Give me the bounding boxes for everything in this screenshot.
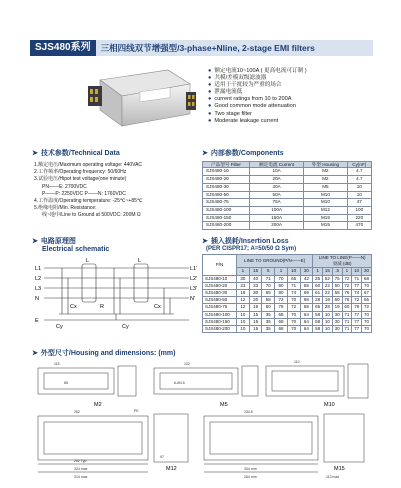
table-cell: 50 bbox=[332, 282, 342, 289]
table-cell: 60 bbox=[332, 297, 342, 304]
table-cell: 18 bbox=[237, 290, 250, 297]
frequency-header: 15 bbox=[323, 268, 333, 275]
table-cell: 72 bbox=[352, 297, 362, 304]
table-cell: 64 bbox=[300, 326, 313, 333]
table-cell: 10 bbox=[347, 183, 371, 191]
table-cell: 70 bbox=[362, 311, 372, 318]
table-cell: 77 bbox=[352, 318, 362, 325]
table-cell: SJS480-50 bbox=[203, 297, 237, 304]
frequency-header: 15 bbox=[249, 268, 262, 275]
table-cell: 15 bbox=[249, 318, 262, 325]
product-photo bbox=[82, 62, 198, 138]
table-cell: 10 bbox=[237, 318, 250, 325]
schematic-label: R bbox=[100, 304, 104, 310]
table-cell: 64 bbox=[300, 311, 313, 318]
table-cell: 30 bbox=[249, 290, 262, 297]
table-cell: 35 bbox=[262, 311, 275, 318]
dimension-mark: 264 mm bbox=[244, 475, 257, 479]
table-cell: M10 bbox=[304, 191, 347, 199]
table-cell: 68 bbox=[362, 275, 372, 282]
table-row bbox=[203, 199, 372, 207]
arrow-icon: ➤ bbox=[32, 238, 38, 245]
table-cell: 61 bbox=[313, 290, 323, 297]
table-cell: 25 bbox=[313, 275, 323, 282]
table-cell: 10 bbox=[323, 311, 333, 318]
dimension-mark: 102 bbox=[184, 362, 190, 366]
schematic-label: Cy bbox=[122, 324, 129, 330]
table-cell: 68 bbox=[300, 304, 313, 311]
datasheet-page bbox=[30, 40, 373, 482]
table-cell: 77 bbox=[352, 311, 362, 318]
dimension-mark: 110 bbox=[294, 360, 300, 364]
table-cell: M2 bbox=[304, 176, 347, 184]
schematic-label: Cx bbox=[70, 304, 77, 310]
dimension-mark: 6-Ø4.5 bbox=[174, 381, 185, 385]
table-cell: 68 bbox=[275, 311, 288, 318]
table-cell: 72 bbox=[342, 275, 352, 282]
table-cell: 78 bbox=[352, 304, 362, 311]
tech-line: 1.额定电压/Maximum operating voltage: 440VAC bbox=[34, 162, 143, 168]
table-cell: 33 bbox=[249, 282, 262, 289]
table-cell: 72 bbox=[362, 304, 372, 311]
feature-item: ● Moderate leakage current bbox=[208, 117, 279, 124]
table-cell: 52 bbox=[323, 275, 333, 282]
table-cell: 28 bbox=[323, 304, 333, 311]
table-row bbox=[203, 326, 372, 333]
schematic-heading: ➤ 电路原理图 bbox=[32, 238, 76, 245]
table-cell: 69 bbox=[300, 290, 313, 297]
schematic-label: Cx bbox=[154, 304, 161, 310]
feature-item: ● current ratings from 10 to 200A bbox=[208, 96, 292, 103]
table-row bbox=[203, 318, 372, 325]
table-cell: 15 bbox=[249, 311, 262, 318]
column-header: P/N bbox=[203, 255, 237, 276]
table-cell: 78 bbox=[342, 297, 352, 304]
table-cell: 70 bbox=[362, 282, 372, 289]
insertion-loss-table bbox=[202, 254, 372, 333]
table-cell: 30 bbox=[332, 326, 342, 333]
table-cell: 10 bbox=[237, 311, 250, 318]
table-cell: 71 bbox=[287, 282, 300, 289]
table-cell: 68 bbox=[300, 297, 313, 304]
table-cell: 74 bbox=[287, 290, 300, 297]
table-cell: 70 bbox=[287, 297, 300, 304]
schematic-label: L bbox=[86, 258, 90, 264]
dimension-mark: 85 bbox=[64, 381, 68, 385]
frequency-header: 30 bbox=[362, 268, 372, 275]
table-cell: 19 bbox=[332, 304, 342, 311]
schematic-label: L1 bbox=[35, 266, 42, 272]
feature-list bbox=[208, 68, 370, 125]
table-cell: SJS480-10 bbox=[203, 275, 237, 282]
table-cell: 10A bbox=[249, 168, 303, 176]
arrow-icon: ➤ bbox=[32, 350, 38, 357]
arrow-icon: ➤ bbox=[202, 150, 208, 157]
table-cell: 30 bbox=[332, 318, 342, 325]
table-cell: 15 bbox=[249, 326, 262, 333]
table-cell: 70 bbox=[287, 318, 300, 325]
column-header: Cy(nF) bbox=[347, 162, 371, 168]
table-cell: 70 bbox=[287, 311, 300, 318]
dimension-mark: 97 bbox=[160, 455, 164, 459]
table-row bbox=[203, 304, 372, 311]
frequency-header: .5 bbox=[332, 268, 342, 275]
table-cell: M12 bbox=[304, 206, 347, 214]
components-table bbox=[202, 161, 372, 230]
table-cell: 60 bbox=[342, 304, 352, 311]
schematic-label: N' bbox=[190, 296, 196, 302]
housing-label: M2 bbox=[94, 402, 102, 408]
housing-label: M5 bbox=[220, 402, 228, 408]
table-cell: 470 bbox=[347, 222, 371, 230]
table-row bbox=[203, 275, 372, 282]
table-cell: 68 bbox=[275, 326, 288, 333]
table-cell: 22 bbox=[323, 282, 333, 289]
series-title: SJS480系列 bbox=[30, 40, 96, 56]
tech-line: 线~地中/Line to Ground at 500VDC: 200M Ω bbox=[42, 212, 141, 219]
schematic-label: L1' bbox=[190, 266, 198, 272]
table-cell: 58 bbox=[313, 318, 323, 325]
frequency-header: 1 bbox=[275, 268, 288, 275]
table-cell: SJS480-30 bbox=[203, 183, 250, 191]
dimension-mark: 262 bbox=[74, 410, 80, 414]
table-cell: 220 bbox=[347, 214, 371, 222]
table-cell: SJS480-50 bbox=[203, 191, 250, 199]
dimension-mark: 314 max bbox=[74, 475, 88, 479]
frequency-header: 30 bbox=[300, 268, 313, 275]
table-cell: 35 bbox=[262, 326, 275, 333]
table-cell: 65 bbox=[262, 290, 275, 297]
feature-item: ● 泄漏电流低 bbox=[208, 89, 243, 96]
frequency-header: 10 bbox=[352, 268, 362, 275]
table-cell: 70 bbox=[362, 326, 372, 333]
table-cell: 35 bbox=[262, 318, 275, 325]
table-row bbox=[203, 214, 372, 222]
table-cell: 4.7 bbox=[347, 176, 371, 184]
table-cell: 70 bbox=[262, 282, 275, 289]
table-cell: SJS480-75 bbox=[203, 199, 250, 207]
table-cell: 20A bbox=[249, 176, 303, 184]
table-cell: 71 bbox=[262, 275, 275, 282]
column-header: 外型 Housing bbox=[304, 162, 347, 168]
table-row bbox=[203, 206, 372, 214]
table-cell: 28 bbox=[313, 297, 323, 304]
table-cell: 60 bbox=[313, 282, 323, 289]
feature-item: ● 适用于干扰较为严重的场合 bbox=[208, 82, 282, 89]
table-cell: 77 bbox=[352, 282, 362, 289]
table-row bbox=[203, 176, 372, 184]
feature-item: ● 额定电流10~100A ( 更高电流可订制 ) bbox=[208, 68, 307, 74]
table-cell: SJS480-100 bbox=[203, 311, 237, 318]
table-cell: 200A bbox=[249, 222, 303, 230]
table-header-row bbox=[203, 255, 372, 268]
tech-line: 5.绝缘电阻/Min. Resistance: bbox=[34, 205, 97, 212]
frequency-header: 10 bbox=[287, 268, 300, 275]
schematic-label: Cy bbox=[56, 324, 63, 330]
table-cell: 23 bbox=[237, 282, 250, 289]
table-cell: 19 bbox=[323, 297, 333, 304]
table-cell: 58 bbox=[313, 311, 323, 318]
table-cell: 30A bbox=[249, 183, 303, 191]
table-cell: 77 bbox=[352, 326, 362, 333]
table-cell: 68 bbox=[275, 318, 288, 325]
dimension-mark: 262 Typ. bbox=[74, 459, 88, 463]
tech-line: 3.试验电压/Hipot test voltage(one minute) bbox=[34, 176, 127, 183]
schematic-subheading: Electrical schematic bbox=[42, 246, 110, 253]
column-header: LINE TO GROUND(P/N——E) bbox=[237, 255, 313, 268]
frequency-header: 1 bbox=[313, 268, 323, 275]
dimension-mark: 324 max bbox=[74, 467, 88, 471]
tech-line: 4.工作温度/Operating temperature: -25℃~+85℃ bbox=[34, 198, 143, 205]
technical-heading: ➤ 技术参数/Technical Data bbox=[32, 150, 120, 157]
tech-line: PN——E: 2700VDC bbox=[42, 183, 87, 190]
tech-line: P——P: 2250VDC P——N: 1760VDC bbox=[42, 190, 126, 197]
table-cell: 71 bbox=[342, 318, 352, 325]
feature-item: ● Good common mode attenuation bbox=[208, 103, 296, 110]
insertion-subheading: (PER CISPR17; A=50/50 Ω Sym) bbox=[206, 246, 297, 252]
column-header: 额定电流 Current bbox=[249, 162, 303, 168]
table-cell: M15 bbox=[304, 214, 347, 222]
column-header: LINE TO LINE(P——N) 衰减 (dB) bbox=[313, 255, 372, 268]
table-cell: 64 bbox=[300, 318, 313, 325]
dimension-mark: 234.5 bbox=[244, 410, 253, 414]
table-cell: 74 bbox=[352, 290, 362, 297]
table-cell: 67 bbox=[362, 290, 372, 297]
arrow-icon: ➤ bbox=[202, 238, 208, 245]
table-cell: 70 bbox=[287, 326, 300, 333]
table-row bbox=[203, 297, 372, 304]
table-cell: SJS480-20 bbox=[203, 282, 237, 289]
table-cell: 80 bbox=[275, 282, 288, 289]
table-cell: 22 bbox=[323, 290, 333, 297]
series-description: 三相四线双节增强型/3-phase+Nline, 2-stage EMI filters bbox=[96, 40, 373, 56]
components-heading: ➤ 内部参数/Components bbox=[202, 150, 284, 157]
table-cell: 10 bbox=[323, 318, 333, 325]
dimensions-heading: ➤ 外型尺寸/Housing and dimensions: (mm) bbox=[32, 350, 176, 357]
table-cell: 72 bbox=[287, 304, 300, 311]
table-cell: 12 bbox=[237, 297, 250, 304]
table-cell: M10 bbox=[304, 199, 347, 207]
table-cell: SJS480-200 bbox=[203, 222, 250, 230]
table-cell: 71 bbox=[342, 311, 352, 318]
table-cell: 80 bbox=[275, 290, 288, 297]
table-cell: 70 bbox=[275, 275, 288, 282]
table-row bbox=[203, 311, 372, 318]
table-cell: 58 bbox=[332, 290, 342, 297]
dimension-mark: 115 bbox=[54, 362, 60, 366]
electrical-schematic bbox=[34, 258, 199, 333]
table-cell: 12 bbox=[237, 304, 250, 311]
frequency-header: 1 bbox=[237, 268, 250, 275]
table-cell: 50A bbox=[249, 191, 303, 199]
schematic-label: L3' bbox=[190, 286, 198, 292]
dimension-mark: 113 max bbox=[326, 475, 340, 479]
table-cell: 65 bbox=[313, 304, 323, 311]
housing-label: M12 bbox=[166, 466, 177, 472]
table-row bbox=[203, 191, 372, 199]
arrow-icon: ➤ bbox=[32, 150, 38, 157]
table-cell: M15 bbox=[304, 222, 347, 230]
table-cell: 19 bbox=[249, 304, 262, 311]
table-cell: SJS480-20 bbox=[203, 176, 250, 184]
feature-item: ● 共模/差模双级滤波器 bbox=[208, 75, 267, 82]
table-cell: 72 bbox=[275, 297, 288, 304]
table-cell: 58 bbox=[262, 297, 275, 304]
table-cell: 76 bbox=[275, 304, 288, 311]
title-bar bbox=[30, 40, 373, 56]
table-cell: 72 bbox=[342, 282, 352, 289]
table-cell: SJS480-150 bbox=[203, 318, 237, 325]
table-cell: M5 bbox=[304, 183, 347, 191]
housing-label: M10 bbox=[324, 402, 335, 408]
schematic-label: E bbox=[35, 318, 39, 324]
table-cell: 71 bbox=[352, 275, 362, 282]
dimension-drawings bbox=[34, 360, 372, 480]
table-cell: M2 bbox=[304, 168, 347, 176]
table-cell: SJS480-10 bbox=[203, 168, 250, 176]
table-cell: 65 bbox=[287, 275, 300, 282]
table-row bbox=[203, 183, 372, 191]
table-cell: 10 bbox=[237, 326, 250, 333]
table-cell: SJS480-150 bbox=[203, 214, 250, 222]
table-row bbox=[203, 282, 372, 289]
technical-data bbox=[34, 162, 194, 220]
feature-item: ● Two stage filter bbox=[208, 110, 253, 117]
table-cell: 70 bbox=[362, 318, 372, 325]
table-cell: SJS480-30 bbox=[203, 290, 237, 297]
table-cell: SJS480-100 bbox=[203, 206, 250, 214]
table-cell: 47 bbox=[347, 199, 371, 207]
table-cell: SJS480-75 bbox=[203, 304, 237, 311]
frequency-header: 1 bbox=[342, 268, 352, 275]
dimension-mark: PE bbox=[134, 409, 139, 413]
table-cell: 30 bbox=[237, 275, 250, 282]
table-cell: 20 bbox=[249, 297, 262, 304]
table-cell: 75 bbox=[332, 275, 342, 282]
schematic-label: L3 bbox=[35, 286, 42, 292]
table-cell: 65 bbox=[300, 282, 313, 289]
table-cell: 75A bbox=[249, 199, 303, 207]
table-cell: 65 bbox=[362, 297, 372, 304]
table-cell: 58 bbox=[313, 326, 323, 333]
table-cell: 100 bbox=[347, 206, 371, 214]
table-cell: SJS480-200 bbox=[203, 326, 237, 333]
schematic-label: N bbox=[35, 296, 39, 302]
table-cell: 76 bbox=[342, 290, 352, 297]
schematic-label: L2' bbox=[190, 276, 198, 282]
dimension-mark: 304 mm bbox=[244, 467, 257, 471]
table-row bbox=[203, 222, 372, 230]
column-header: 产品型号 Filter bbox=[203, 162, 250, 168]
table-cell: 60 bbox=[262, 304, 275, 311]
table-cell: 4.7 bbox=[347, 168, 371, 176]
table-cell: 100A bbox=[249, 206, 303, 214]
table-cell: 150A bbox=[249, 214, 303, 222]
housing-label: M15 bbox=[334, 466, 345, 472]
schematic-label: L bbox=[138, 258, 142, 264]
schematic-label: L2 bbox=[35, 276, 42, 282]
tech-line: 2.工作频率/Operating frequency: 50/60Hz bbox=[34, 169, 127, 176]
table-cell: 40 bbox=[249, 275, 262, 282]
table-row bbox=[203, 290, 372, 297]
table-cell: 42 bbox=[300, 275, 313, 282]
table-cell: 71 bbox=[342, 326, 352, 333]
insertion-heading: ➤ 插入损耗/Insertion Loss bbox=[202, 238, 289, 245]
frequency-header: 5 bbox=[262, 268, 275, 275]
table-cell: 30 bbox=[332, 311, 342, 318]
table-cell: 10 bbox=[347, 191, 371, 199]
table-row bbox=[203, 168, 372, 176]
table-cell: 10 bbox=[323, 326, 333, 333]
